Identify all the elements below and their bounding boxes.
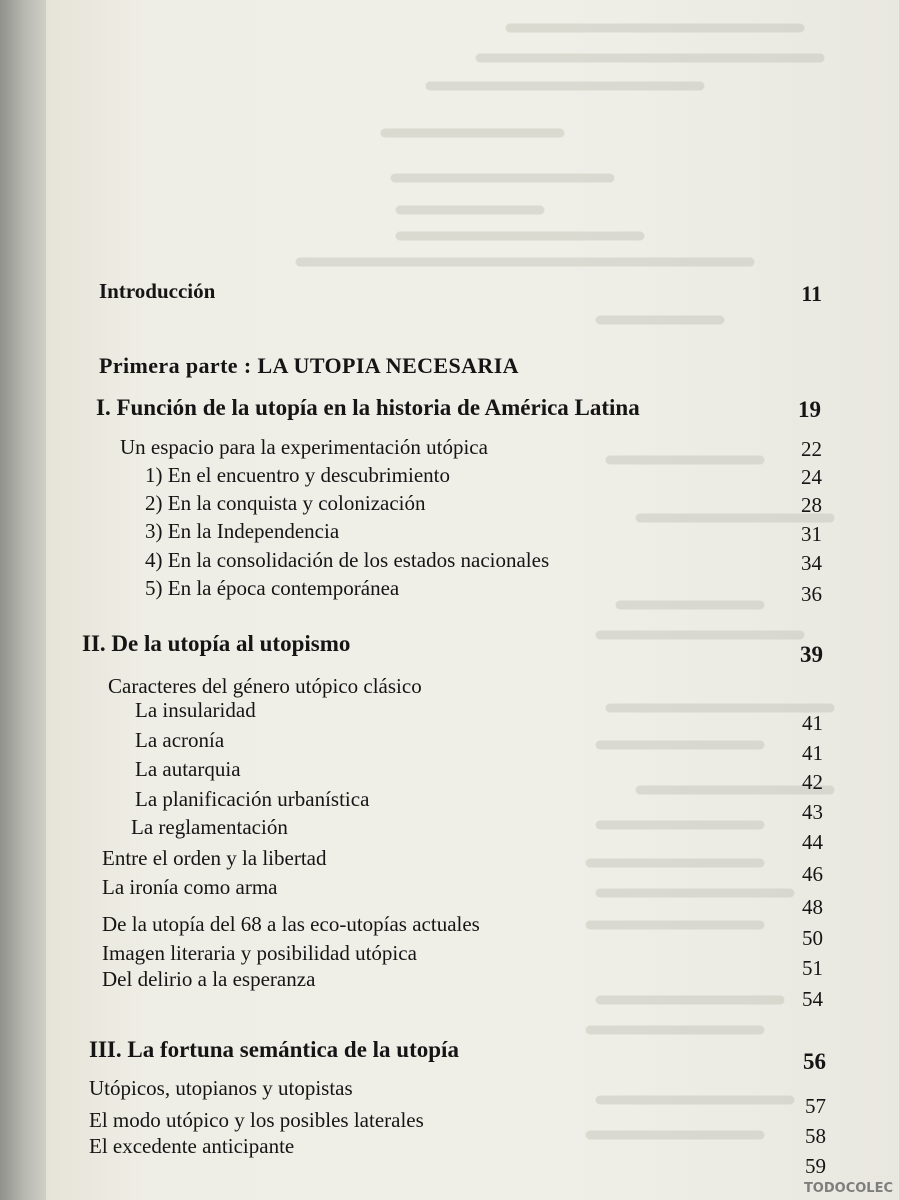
toc-entry: El excedente anticipante: [89, 1134, 295, 1158]
toc-entry-page: 41: [802, 741, 823, 765]
toc-entry: 5) En la época contemporánea: [145, 576, 400, 600]
toc-entry: La reglamentación: [131, 815, 288, 839]
watermark: TODOCOLEC: [803, 1181, 893, 1196]
toc-entry-page: 36: [801, 582, 822, 606]
toc-entry: Caracteres del género utópico clásico: [108, 674, 422, 698]
toc-entry-page: 57: [805, 1094, 826, 1118]
toc-introduccion-page: 11: [801, 281, 822, 306]
toc-entry-page: 46: [802, 862, 823, 886]
part-heading: Primera parte : LA UTOPIA NECESARIA: [99, 353, 519, 378]
chapter-page: 19: [798, 397, 821, 422]
book-spine-shadow: [0, 0, 46, 1200]
toc-entry: 3) En la Independencia: [145, 519, 340, 543]
toc-entry-page: 48: [802, 895, 823, 919]
toc-entry-page: 51: [802, 956, 823, 980]
toc-entry: El modo utópico y los posibles laterales: [89, 1108, 424, 1132]
toc-entry-page: 34: [801, 551, 822, 575]
toc-entry: Del delirio a la esperanza: [102, 967, 316, 991]
toc-entry-page: 42: [802, 770, 823, 794]
toc-entry: La ironía como arma: [102, 875, 278, 899]
toc-entry-page: 54: [802, 987, 823, 1011]
chapter-title: III. La fortuna semántica de la utopía: [89, 1037, 459, 1062]
toc-entry: 1) En el encuentro y descubrimiento: [145, 463, 450, 487]
toc-entry-page: 58: [805, 1124, 826, 1148]
chapter-page: 56: [803, 1049, 826, 1074]
toc-entry: Entre el orden y la libertad: [102, 846, 327, 870]
toc-entry: 4) En la consolidación de los estados nacionales: [145, 548, 550, 572]
toc-entry-page: 59: [805, 1154, 826, 1178]
toc-entry-page: 43: [802, 800, 823, 824]
toc-entry: De la utopía del 68 a las eco-utopías actuales: [102, 912, 480, 936]
toc-entry: La planificación urbanística: [135, 787, 370, 811]
chapter-title: II. De la utopía al utopismo: [82, 631, 351, 656]
toc-introduccion-title: Introducción: [99, 279, 216, 303]
toc-entry-page: 22: [801, 437, 822, 461]
toc-entry: La insularidad: [135, 698, 256, 722]
toc-entry: La acronía: [135, 728, 225, 752]
toc-entry-page: 31: [801, 522, 822, 546]
toc-entry: Imagen literaria y posibilidad utópica: [102, 941, 417, 965]
chapter-page: 39: [800, 642, 823, 667]
toc-entry-page: 50: [802, 926, 823, 950]
toc-entry: La autarquia: [135, 757, 241, 781]
toc-entry: 2) En la conquista y colonización: [145, 491, 426, 515]
toc-entry-page: 24: [801, 465, 822, 489]
chapter-title: I. Función de la utopía en la historia de América Latina: [96, 395, 640, 420]
toc-entry-page: 28: [801, 493, 822, 517]
toc-entry-page: 44: [802, 830, 823, 854]
toc-entry: Utópicos, utopianos y utopistas: [89, 1076, 353, 1100]
toc-entry: Un espacio para la experimentación utópica: [120, 435, 488, 459]
toc-entry-page: 41: [802, 711, 823, 735]
